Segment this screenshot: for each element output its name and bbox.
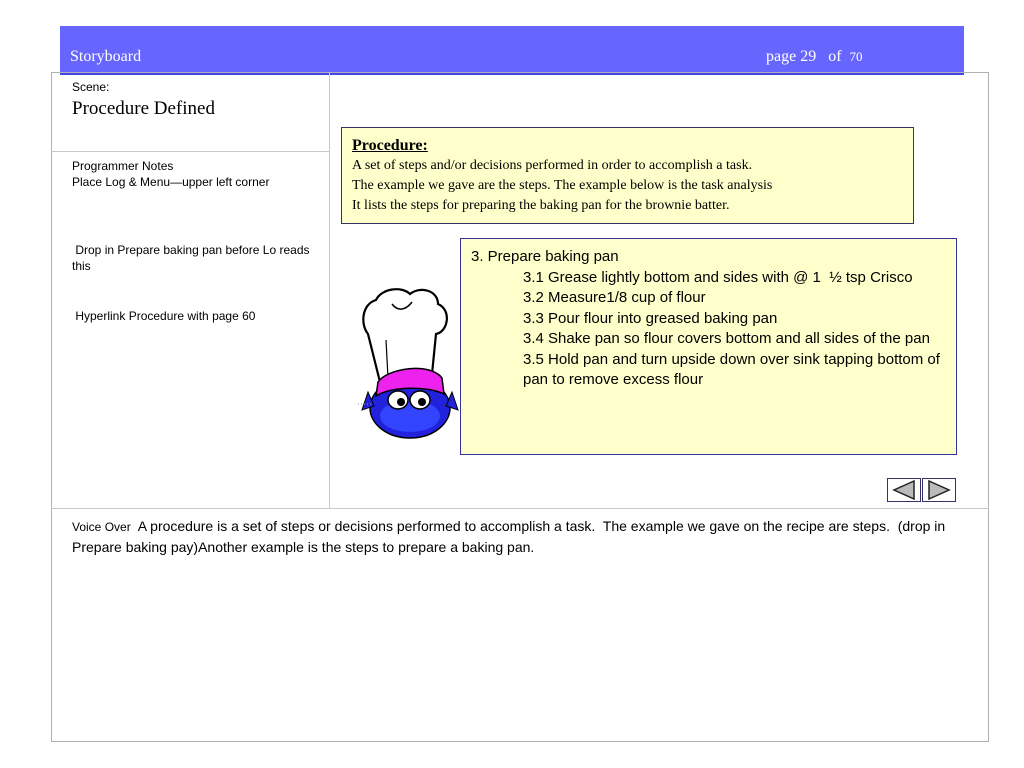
voice-over-section [72, 516, 967, 557]
task-analysis-box [460, 238, 957, 455]
scene-divider [51, 151, 330, 152]
page-indicator [766, 48, 863, 66]
programmer-notes [72, 158, 322, 324]
procedure-line: The example we gave are the steps. The example below is the task analysis [352, 178, 773, 193]
column-divider [329, 72, 330, 508]
triangle-right-icon [923, 479, 955, 501]
next-page-button[interactable] [922, 478, 956, 502]
storyboard-header [60, 26, 964, 75]
scene-label: Scene: [72, 80, 110, 94]
notes-line-drop-in: Drop in Prepare baking pan before Lo reads this [72, 243, 313, 273]
procedure-line: A set of steps and/or decisions performed in order to accomplish a task. [352, 158, 753, 173]
notes-heading: Programmer Notes [72, 159, 174, 173]
notes-line-hyperlink: Hyperlink Procedure with page 60 [72, 309, 256, 323]
notes-line-log-menu: Place Log & Menu—upper left corner [72, 175, 270, 189]
task-step: 3.1 Grease lightly bottom and sides with @ 1 ½ tsp Crisco [523, 268, 913, 286]
voice-over-text: A procedure is a set of steps or decisions performed to accomplish a task. The example we gave on the recipe are steps. (drop in Prepare baking pay)Another example is the steps to prepare a baking pan. [72, 518, 950, 555]
procedure-title: Procedure: [352, 137, 428, 154]
header-title: Storyboard [70, 48, 142, 65]
chef-character-image [358, 282, 462, 442]
scene-title: Procedure Defined [72, 98, 215, 119]
previous-page-button[interactable] [887, 478, 921, 502]
page-number-text: page 29 of [766, 48, 846, 65]
procedure-definition-box [341, 127, 914, 224]
task-heading: 3. Prepare baking pan [471, 248, 619, 265]
task-step: 3.5 Hold pan and turn upside down over sink tapping bottom of pan to remove excess flour [523, 350, 940, 388]
task-step: 3.2 Measure1/8 cup of flour [523, 289, 706, 306]
task-step: 3.3 Pour flour into greased baking pan [523, 309, 778, 327]
procedure-line: It lists the steps for preparing the baking pan for the brownie batter. [352, 198, 730, 213]
task-step: 3.4 Shake pan so flour covers bottom and all sides of the pan [523, 330, 930, 347]
triangle-left-icon [888, 479, 920, 501]
voice-over-divider [51, 508, 989, 509]
slide-navigation [885, 478, 959, 504]
page-total: 70 [849, 49, 863, 64]
voice-over-label: Voice Over [72, 520, 131, 534]
